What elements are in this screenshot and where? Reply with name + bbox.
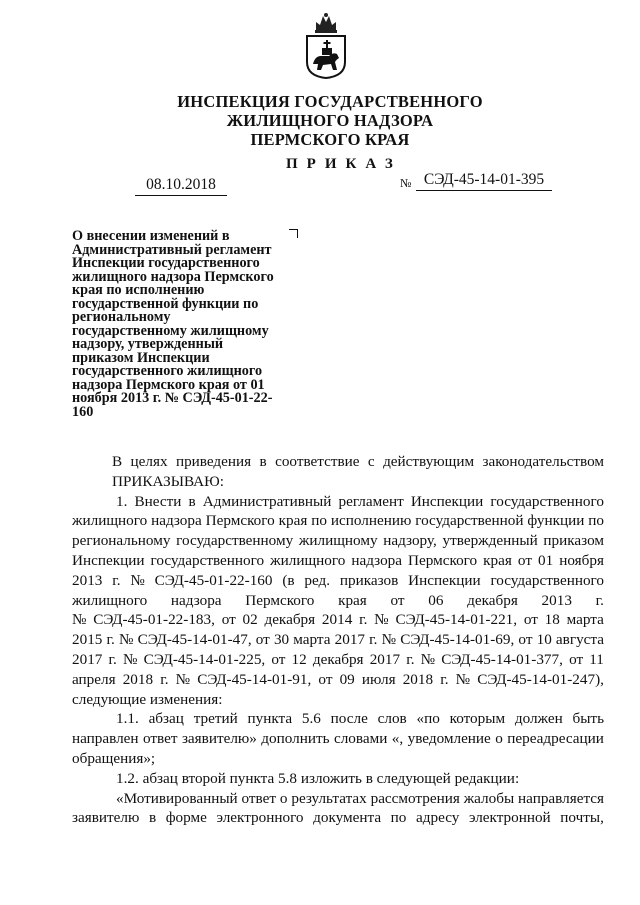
word: г.	[108, 650, 117, 668]
order-number-label: №	[400, 176, 412, 190]
word: г.	[440, 670, 449, 688]
word: заявителю»	[181, 730, 257, 748]
body-line: обращения»;	[72, 749, 156, 767]
perm-krai-coat-of-arms-icon	[303, 10, 349, 80]
word: №	[118, 631, 134, 649]
word: результатах	[291, 789, 367, 807]
word: 2013	[72, 571, 103, 589]
word: №	[122, 650, 138, 668]
word: (в	[282, 571, 295, 589]
word: 5.6	[301, 710, 321, 728]
word: надзору,	[383, 532, 437, 550]
body-line	[72, 472, 604, 492]
word: ответ	[241, 789, 277, 807]
word: функции	[527, 512, 585, 530]
word: приказов	[339, 571, 399, 589]
word: государственного	[150, 551, 265, 569]
word: переадресации	[507, 730, 604, 748]
subject-line: 160	[72, 403, 94, 420]
subject-line: государственной функции по	[72, 295, 259, 312]
body-line	[72, 591, 604, 611]
word: СЭД-45-01-22-183,	[93, 611, 215, 629]
word: 2017	[334, 631, 366, 649]
word: соответствие	[275, 453, 360, 470]
word: №	[455, 670, 471, 688]
word: от	[518, 631, 533, 649]
word: от	[390, 591, 405, 609]
word: №	[420, 650, 436, 668]
word: г.	[106, 631, 115, 649]
word: 2018	[122, 670, 154, 688]
word: надзора	[170, 591, 222, 609]
word: законодательством	[482, 453, 604, 470]
word: словами	[333, 730, 388, 748]
word: декабря	[467, 591, 518, 609]
order-subject	[72, 230, 307, 419]
word: государственного	[490, 492, 604, 510]
word: 1.	[116, 492, 128, 510]
word: края	[278, 512, 308, 530]
word: регламент	[338, 492, 404, 510]
organization-name	[150, 92, 510, 149]
order-body	[72, 452, 604, 828]
word: края	[483, 551, 512, 569]
document-type-title: ПРИКАЗ	[286, 156, 402, 172]
word: №	[381, 631, 397, 649]
word: марта	[566, 611, 604, 629]
word: г.	[406, 650, 415, 668]
word: адресу	[416, 809, 460, 827]
subject-line: надзору, утвержденный	[72, 336, 224, 352]
body-line	[72, 630, 604, 650]
word: №	[72, 611, 87, 629]
word: г.	[160, 670, 169, 688]
word: надзора	[151, 512, 202, 530]
word: СЭД-45-14-01-69,	[400, 631, 515, 649]
word: направляется	[518, 789, 604, 807]
word: слов	[377, 710, 407, 728]
word: жилищного	[72, 591, 148, 609]
word: Инспекции	[410, 492, 484, 510]
word: 2015	[72, 631, 103, 649]
word: ноября	[559, 551, 604, 569]
subject-line: жилищного надзора Пермского	[72, 268, 274, 285]
order-date: 08.10.2018	[135, 176, 227, 196]
word: Административный	[202, 492, 332, 510]
word: целях	[130, 453, 168, 470]
word: электронного	[216, 809, 304, 827]
word: 30	[273, 631, 290, 649]
word: Пермского	[205, 512, 275, 530]
word: СЭД-45-14-01-247),	[477, 670, 604, 688]
word: апреля	[72, 670, 116, 688]
word: Пермского	[408, 551, 478, 569]
word: г.	[595, 591, 604, 609]
word: жилищному	[298, 532, 378, 550]
subject-line: государственному жилищному	[72, 322, 269, 339]
word: декабря	[264, 611, 316, 629]
subject-line: края по исполнению	[72, 282, 205, 298]
org-line: ПЕРМСКОГО КРАЯ	[250, 130, 410, 149]
subject-line: О внесении изменений в	[72, 228, 230, 244]
body-line	[72, 551, 604, 571]
word: 2014	[321, 611, 353, 629]
word: жилищного	[72, 512, 148, 530]
word: дополнить	[261, 730, 330, 748]
word: от	[318, 670, 333, 688]
word: Пермского	[245, 591, 315, 609]
word: направлен	[72, 730, 139, 748]
word: г.	[359, 611, 368, 629]
word: СЭД-45-14-01-377,	[441, 650, 563, 668]
word: СЭД-45-01-22-160	[154, 571, 273, 589]
word: марта	[293, 631, 331, 649]
body-line: 1.2. абзац второй пункта 5.8 изложить в следующей редакции:	[116, 769, 520, 787]
subject-line: Инспекции государственного	[72, 255, 260, 271]
word: после	[330, 710, 368, 728]
body-line	[72, 492, 604, 512]
word: «Мотивированный	[116, 789, 238, 807]
word: жилищного	[270, 551, 346, 569]
word: от	[221, 611, 236, 629]
org-line: ЖИЛИЩНОГО НАДЗОРА	[226, 111, 434, 130]
body-line	[72, 729, 604, 749]
word: государственной	[415, 512, 524, 530]
word: о	[495, 730, 503, 748]
body-line	[72, 709, 604, 729]
word: о	[279, 789, 288, 807]
word: №	[374, 611, 389, 629]
word: 06	[428, 591, 444, 609]
body-line	[72, 808, 604, 828]
word: 1.1.	[116, 710, 139, 728]
word: региональному	[72, 532, 171, 550]
body-line	[72, 531, 604, 551]
word: электронной	[468, 809, 551, 827]
word: 2017	[369, 650, 401, 668]
word: в	[148, 809, 157, 827]
word: СЭД-45-14-01-221,	[395, 611, 518, 629]
word: Внести	[134, 492, 182, 510]
word: июля	[361, 670, 396, 688]
word: ответ	[143, 730, 178, 748]
word: быть	[572, 710, 604, 728]
word: 02	[242, 611, 258, 629]
word: 01	[538, 551, 554, 569]
word: 11	[589, 650, 604, 668]
word: приказом	[543, 532, 604, 550]
body-line	[72, 452, 604, 472]
body-line: следующие изменения:	[72, 690, 223, 708]
word: форме	[165, 809, 207, 827]
word: должен	[514, 710, 563, 728]
body-line	[72, 571, 604, 591]
word: жалобы	[463, 789, 515, 807]
word: исполнению	[330, 512, 412, 530]
word: В	[112, 453, 123, 470]
body-line	[72, 789, 604, 809]
subject-line: приказом Инспекции	[72, 349, 210, 366]
word: пункта	[247, 710, 293, 728]
word: ПРИКАЗЫВАЮ:	[112, 472, 224, 490]
word: утвержденный	[442, 532, 538, 550]
body-line	[72, 511, 604, 531]
word: по	[588, 512, 604, 530]
word: третий	[193, 710, 238, 728]
word: края	[338, 591, 367, 609]
word: Инспекции	[408, 571, 481, 589]
word: №	[130, 571, 145, 589]
word: 09	[339, 670, 355, 688]
word: «,	[391, 730, 404, 748]
word: действующим	[383, 453, 475, 470]
word: по	[390, 809, 407, 827]
word: №	[175, 670, 191, 688]
word: надзора	[351, 551, 402, 569]
word: которым	[449, 710, 506, 728]
word: государственному	[176, 532, 294, 550]
subject-line: Административный регламент	[72, 241, 272, 258]
subject-line: региональному	[72, 309, 171, 325]
body-line	[72, 650, 604, 670]
word: с	[367, 453, 375, 470]
word: уведомление	[407, 730, 491, 748]
word: заявителю	[72, 809, 140, 827]
word: 12	[291, 650, 307, 668]
word: от	[255, 631, 270, 649]
word: СЭД-45-14-01-91,	[197, 670, 312, 688]
word: от	[271, 650, 286, 668]
word: 2018	[402, 670, 434, 688]
body-line	[72, 670, 604, 690]
word: СЭД-45-14-01-225,	[143, 650, 266, 668]
word: 2017	[72, 650, 103, 668]
word: 10	[536, 631, 552, 649]
word: в	[188, 492, 196, 510]
word: в	[259, 453, 267, 470]
word: рассмотрения	[370, 789, 460, 807]
org-line: ИНСПЕКЦИЯ ГОСУДАРСТВЕННОГО	[177, 92, 483, 111]
word: августа	[555, 631, 604, 649]
word: документа	[313, 809, 382, 827]
word: г.	[369, 631, 378, 649]
word: по	[311, 512, 327, 530]
word: от	[569, 650, 584, 668]
subject-line: государственного жилищного	[72, 363, 263, 379]
word: Инспекции	[72, 551, 145, 569]
word: от	[517, 551, 532, 569]
word: государственного	[490, 571, 604, 589]
order-number: СЭД-45-14-01-395	[416, 171, 552, 191]
word: ред.	[304, 571, 331, 589]
word: СЭД-45-14-01-47,	[137, 631, 252, 649]
word: 18	[544, 611, 560, 629]
word: г.	[112, 571, 121, 589]
subject-line: надзора Пермского края от 01	[72, 376, 265, 393]
word: «по	[416, 710, 440, 728]
word: почты,	[560, 809, 604, 827]
body-line	[72, 610, 604, 630]
word: приведения	[175, 453, 252, 470]
word: от	[523, 611, 538, 629]
subject-line: ноября 2013 г. № СЭД-45-01-22-	[72, 390, 273, 406]
word: абзац	[148, 710, 184, 728]
word: 2013	[541, 591, 572, 609]
word: декабря	[312, 650, 364, 668]
